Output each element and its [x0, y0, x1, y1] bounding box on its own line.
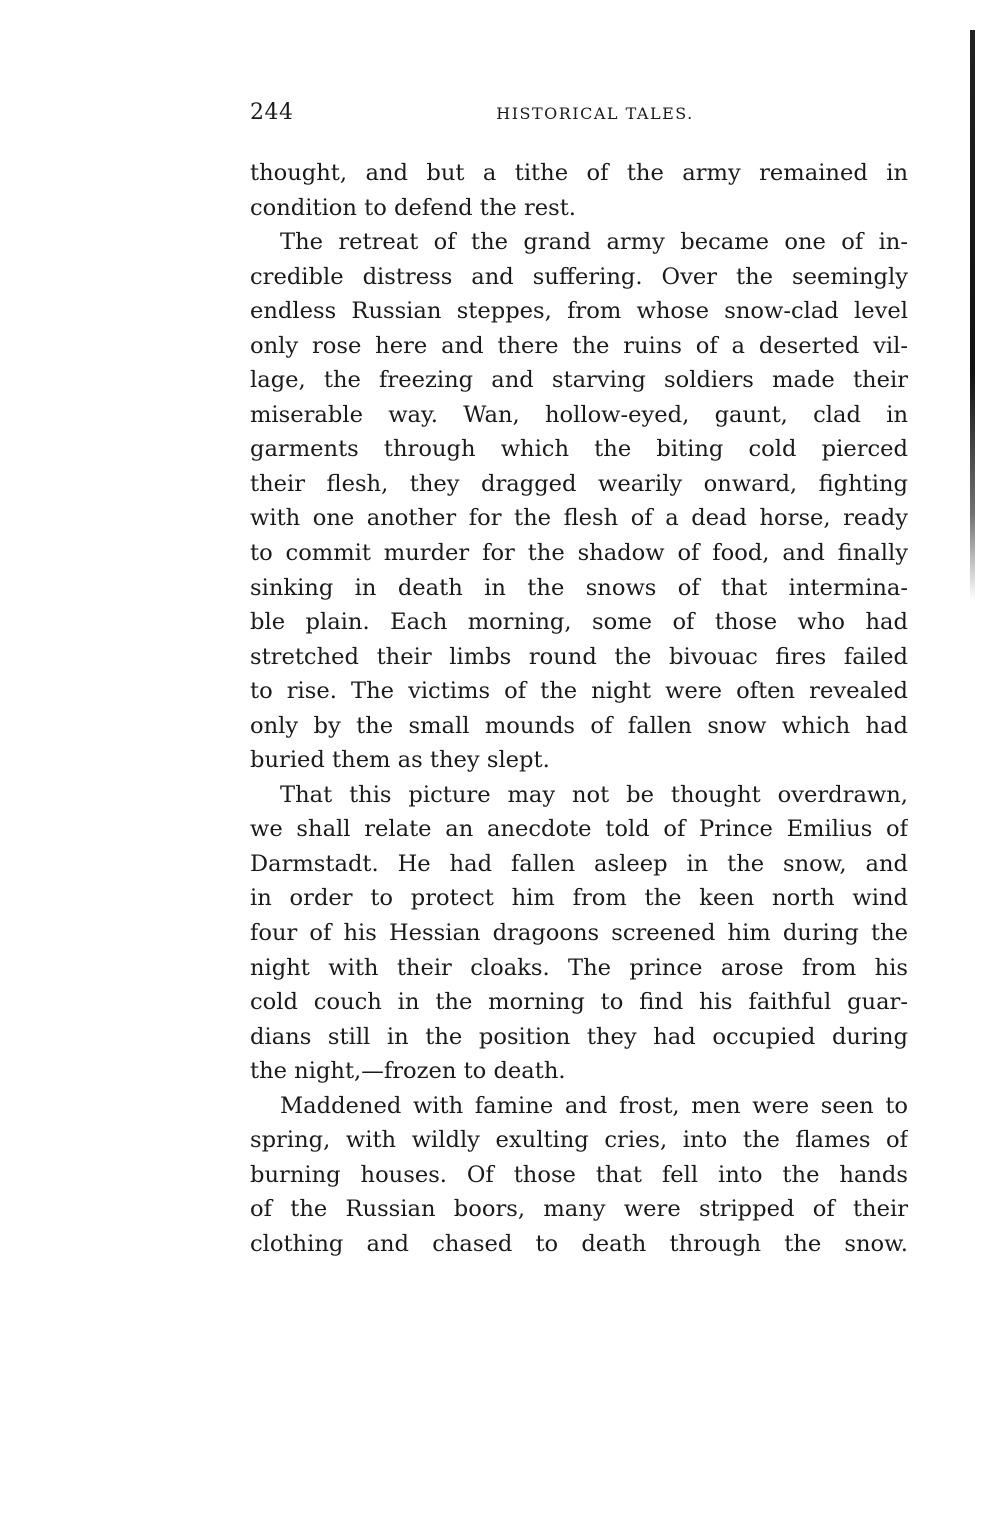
page-number: 244 — [250, 100, 294, 125]
paragraph — [250, 1089, 908, 1262]
paragraph — [250, 225, 908, 778]
text-line: Darmstadt. He had fallen asleep in the snow, and — [250, 850, 908, 877]
text-line: cold couch in the morning to find his faithful guar- — [250, 989, 908, 1016]
text-line: garments through which the biting cold pierced — [250, 436, 908, 463]
text-line: clothing and chased to death through the snow. — [250, 1230, 908, 1257]
text-line: endless Russian steppes, from whose snow-clad level — [250, 298, 908, 325]
text-line: stretched their limbs round the bivouac fires failed — [250, 643, 908, 670]
text-line: we shall relate an anecdote told of Prince Emilius of — [250, 816, 908, 843]
text-line: sinking in death in the snows of that intermina- — [250, 574, 908, 601]
text-line: lage, the freezing and starving soldiers made their — [250, 367, 908, 394]
text-line: with one another for the flesh of a dead horse, ready — [250, 505, 908, 532]
text-line: thought, and but a tithe of the army remained in — [250, 160, 908, 186]
text-line: The retreat of the grand army became one of in- — [280, 229, 908, 256]
page-header — [250, 100, 910, 134]
text-line: night with their cloaks. The prince arose from his — [250, 954, 908, 981]
text-line: only by the small mounds of fallen snow which had — [250, 712, 908, 739]
running-head: HISTORICAL TALES. — [496, 104, 694, 123]
text-line: ble plain. Each morning, some of those who had — [250, 609, 908, 636]
paragraph — [250, 778, 908, 1089]
text-line: to commit murder for the shadow of food, and finally — [250, 540, 908, 567]
text-line: of the Russian boors, many were stripped of their — [250, 1196, 908, 1223]
text-line: spring, with wildly exulting cries, into the flames of — [250, 1127, 908, 1154]
text-line: dians still in the position they had occupied during — [250, 1023, 908, 1050]
text-line: the night,—frozen to death. — [250, 1058, 566, 1085]
text-line: condition to defend the rest. — [250, 194, 576, 221]
page-edge-shadow — [970, 30, 975, 600]
text-line: burning houses. Of those that fell into the hands — [250, 1161, 908, 1188]
text-line: credible distress and suffering. Over the seemingly — [250, 263, 908, 290]
text-line: four of his Hessian dragoons screened him during the — [250, 920, 908, 947]
text-line: That this picture may not be thought overdrawn, — [280, 781, 908, 808]
text-line: buried them as they slept. — [250, 747, 550, 774]
text-line: Maddened with famine and frost, men were seen to — [280, 1092, 908, 1119]
text-line: only rose here and there the ruins of a deserted vil- — [250, 332, 908, 359]
text-line: to rise. The victims of the night were often revealed — [250, 678, 908, 705]
text-line: in order to protect him from the keen north wind — [250, 885, 908, 912]
text-line: their flesh, they dragged wearily onward, fighting — [250, 470, 908, 497]
paragraph — [250, 156, 908, 225]
body-text — [250, 156, 908, 1262]
text-line: miserable way. Wan, hollow-eyed, gaunt, clad in — [250, 401, 908, 428]
